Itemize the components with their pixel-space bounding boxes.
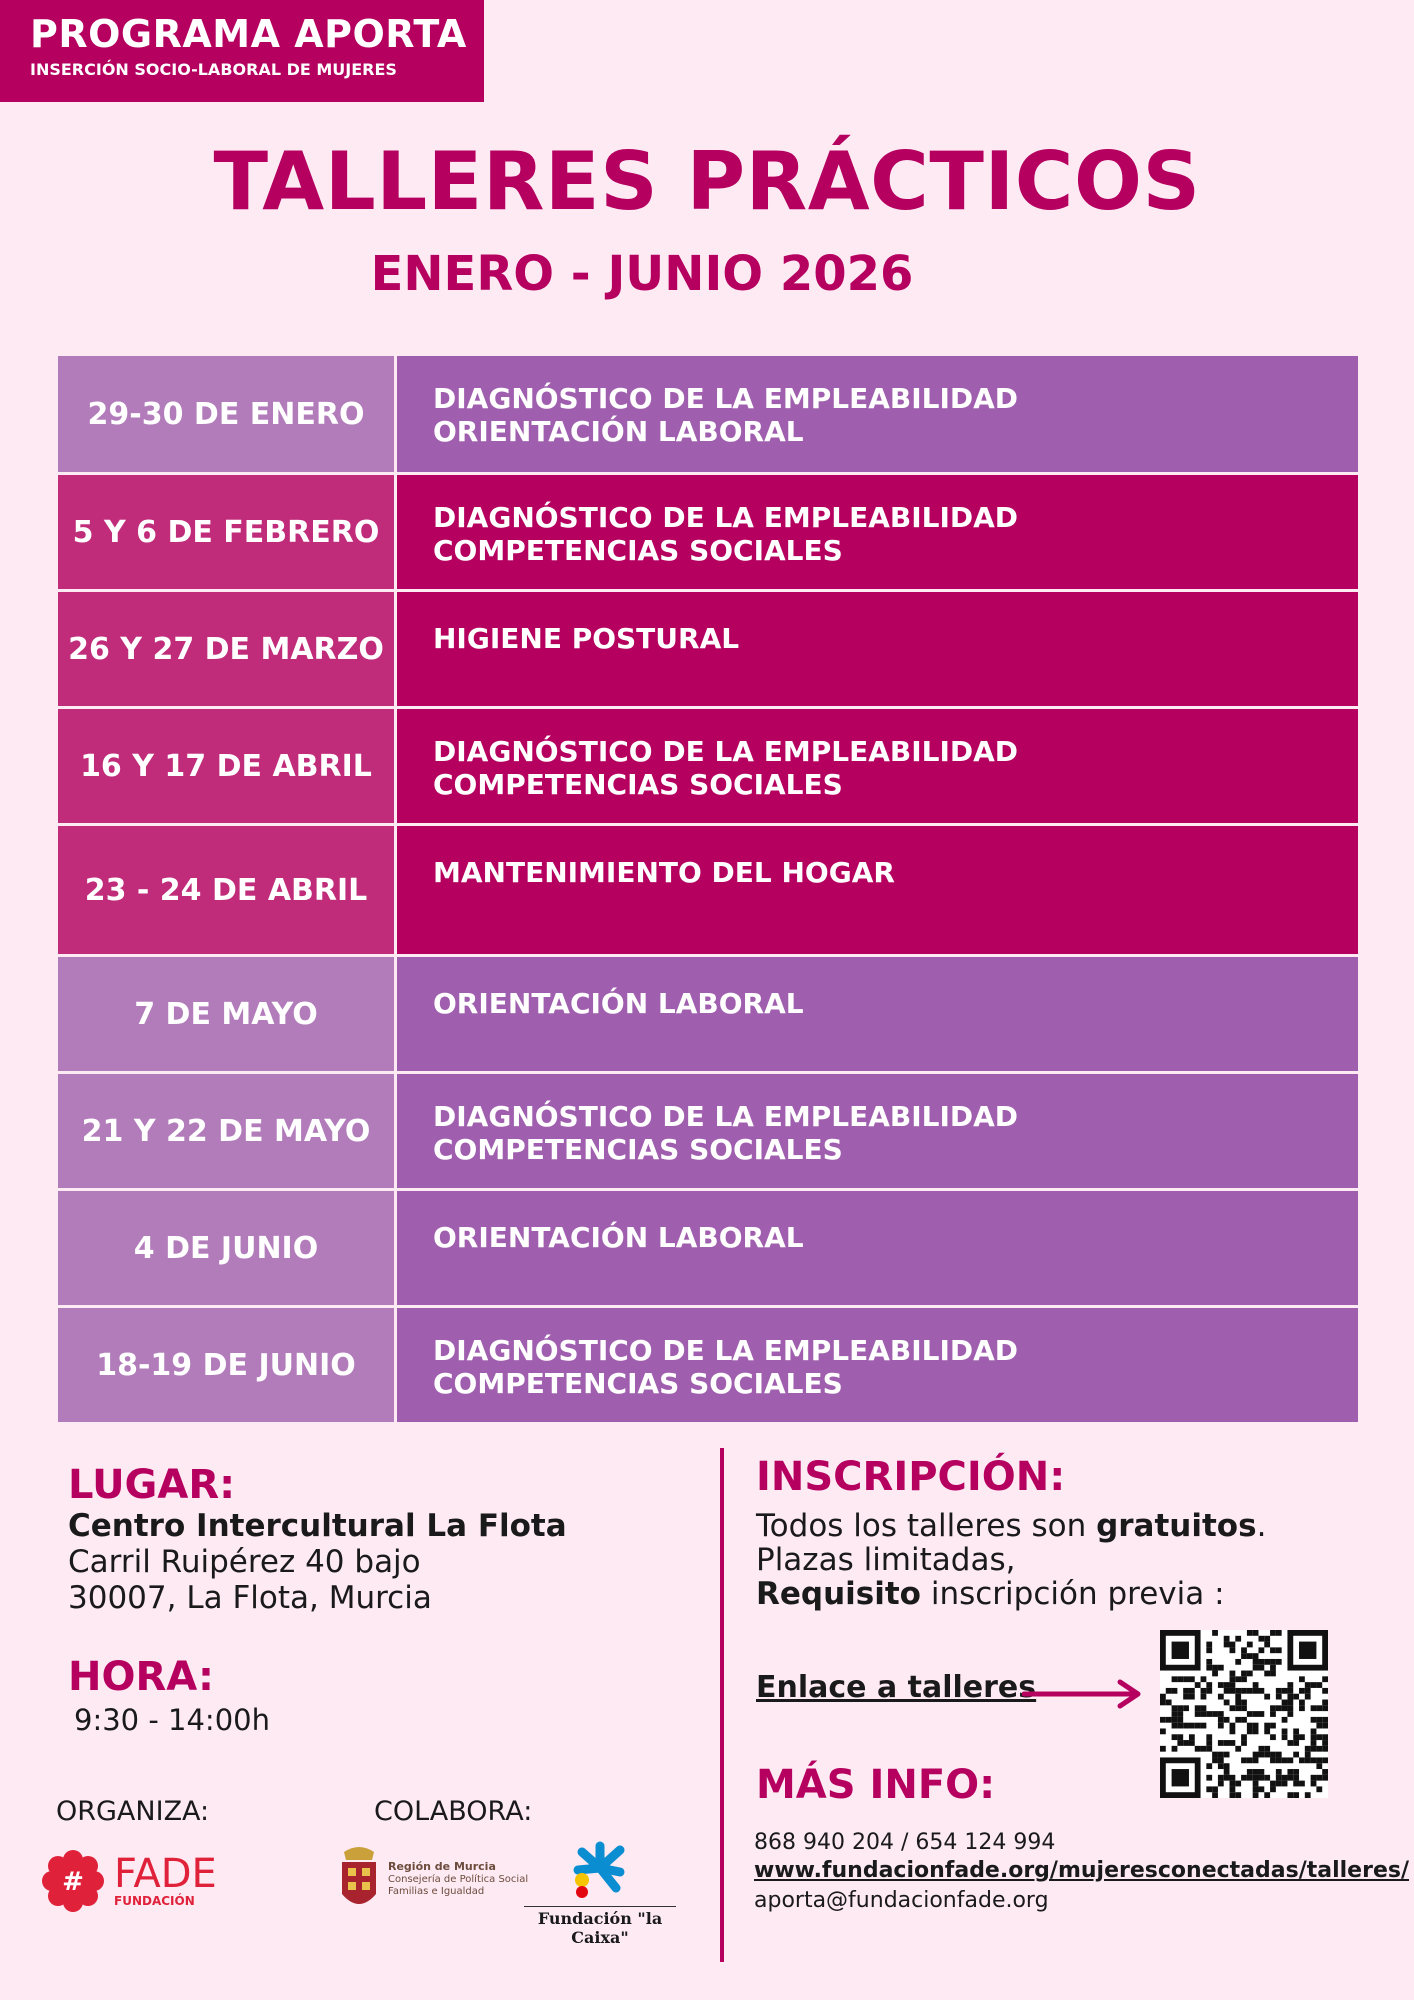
- row-date: 21 Y 22 DE MAYO: [58, 1074, 394, 1188]
- schedule-table: [58, 356, 1358, 1425]
- row-date: 23 - 24 DE ABRIL: [58, 826, 394, 954]
- row-topics: [397, 709, 1358, 823]
- caixa-logo: [524, 1838, 676, 1947]
- schedule-row: [58, 826, 1358, 954]
- mas-info-label: MÁS INFO:: [756, 1762, 996, 1808]
- schedule-row: [58, 356, 1358, 472]
- row-topics: [397, 356, 1358, 472]
- colabora-label: COLABORA:: [374, 1796, 533, 1827]
- venue-address-line2: 30007, La Flota, Murcia: [68, 1580, 432, 1616]
- row-date: 16 Y 17 DE ABRIL: [58, 709, 394, 823]
- inscripcion-line2: Plazas limitadas,: [756, 1542, 1016, 1578]
- website-link[interactable]: www.fundacionfade.org/mujeresconectadas/talleres/: [754, 1858, 1410, 1883]
- fade-sub: FUNDACIÓN: [114, 1894, 195, 1908]
- schedule-row: [58, 1191, 1358, 1305]
- row-topics: [397, 826, 1358, 954]
- schedule-row: [58, 1074, 1358, 1188]
- schedule-row: [58, 475, 1358, 589]
- murcia-line3: Familias e Igualdad: [388, 1885, 485, 1897]
- page-title: TALLERES PRÁCTICOS: [213, 135, 1201, 228]
- row-topics: [397, 957, 1358, 1071]
- venue-address-line1: Carril Ruipérez 40 bajo: [68, 1544, 421, 1580]
- row-date: 7 DE MAYO: [58, 957, 394, 1071]
- row-topics: [397, 1074, 1358, 1188]
- row-date: 5 Y 6 DE FEBRERO: [58, 475, 394, 589]
- row-topic: DIAGNÓSTICO DE LA EMPLEABILIDAD: [433, 501, 1019, 534]
- qr-code-icon: [1160, 1630, 1328, 1798]
- talleres-link[interactable]: Enlace a talleres: [756, 1670, 1037, 1705]
- row-date: 4 DE JUNIO: [58, 1191, 394, 1305]
- lugar-label: LUGAR:: [68, 1462, 236, 1508]
- inscripcion-line1: Todos los talleres son gratuitos.: [756, 1508, 1267, 1544]
- row-topics: [397, 1191, 1358, 1305]
- row-date: 18-19 DE JUNIO: [58, 1308, 394, 1422]
- schedule-row: [58, 709, 1358, 823]
- row-topic: COMPETENCIAS SOCIALES: [433, 1133, 843, 1166]
- row-topics: [397, 1308, 1358, 1422]
- fade-name: FADE: [114, 1851, 217, 1897]
- murcia-crest-icon: [338, 1842, 380, 1916]
- row-topics: [397, 475, 1358, 589]
- organiza-label: ORGANIZA:: [56, 1796, 210, 1827]
- arrow-right-icon: [1022, 1677, 1146, 1711]
- phone-numbers: 868 940 204 / 654 124 994: [754, 1830, 1056, 1855]
- hora-value: 9:30 - 14:00h: [74, 1703, 270, 1737]
- inscripcion-line3: Requisito inscripción previa :: [756, 1576, 1225, 1612]
- email-link[interactable]: aporta@fundacionfade.org: [754, 1888, 1049, 1913]
- row-topic: COMPETENCIAS SOCIALES: [433, 1367, 843, 1400]
- row-topic: COMPETENCIAS SOCIALES: [433, 768, 843, 801]
- row-topic: DIAGNÓSTICO DE LA EMPLEABILIDAD: [433, 735, 1019, 768]
- fade-logo: [40, 1848, 217, 1914]
- row-date: 29-30 DE ENERO: [58, 356, 394, 472]
- row-topic: ORIENTACIÓN LABORAL: [433, 987, 804, 1020]
- fade-mark: #: [62, 1867, 84, 1897]
- venue-name: Centro Intercultural La Flota: [68, 1508, 567, 1544]
- divider-line: [720, 1448, 724, 1962]
- row-topic: DIAGNÓSTICO DE LA EMPLEABILIDAD: [433, 1100, 1019, 1133]
- schedule-row: [58, 957, 1358, 1071]
- schedule-row: [58, 1308, 1358, 1422]
- row-topic: DIAGNÓSTICO DE LA EMPLEABILIDAD: [433, 382, 1019, 415]
- inscripcion-label: INSCRIPCIÓN:: [756, 1454, 1066, 1500]
- row-topic: MANTENIMIENTO DEL HOGAR: [433, 856, 895, 889]
- murcia-line1: Región de Murcia: [388, 1859, 496, 1873]
- schedule-row: [58, 592, 1358, 706]
- row-date: 26 Y 27 DE MARZO: [58, 592, 394, 706]
- program-subtitle: INSERCIÓN SOCIO-LABORAL DE MUJERES: [30, 60, 397, 79]
- row-topic: COMPETENCIAS SOCIALES: [433, 534, 843, 567]
- murcia-line2: Consejería de Política Social: [388, 1873, 529, 1885]
- row-topic: DIAGNÓSTICO DE LA EMPLEABILIDAD: [433, 1334, 1019, 1367]
- qr-code[interactable]: [1160, 1630, 1328, 1798]
- caixa-star-icon: [560, 1838, 640, 1900]
- fade-flower-icon: [40, 1848, 106, 1914]
- row-topic: ORIENTACIÓN LABORAL: [433, 415, 804, 448]
- row-topic: ORIENTACIÓN LABORAL: [433, 1221, 804, 1254]
- program-title: PROGRAMA APORTA: [30, 12, 467, 56]
- program-badge: [0, 0, 484, 102]
- page-subtitle: ENERO - JUNIO 2026: [370, 246, 914, 302]
- row-topic: HIGIENE POSTURAL: [433, 622, 740, 655]
- region-murcia-logo: [338, 1842, 528, 1916]
- row-topics: [397, 592, 1358, 706]
- caixa-name: Fundación "la Caixa": [524, 1906, 676, 1947]
- hora-label: HORA:: [68, 1654, 214, 1700]
